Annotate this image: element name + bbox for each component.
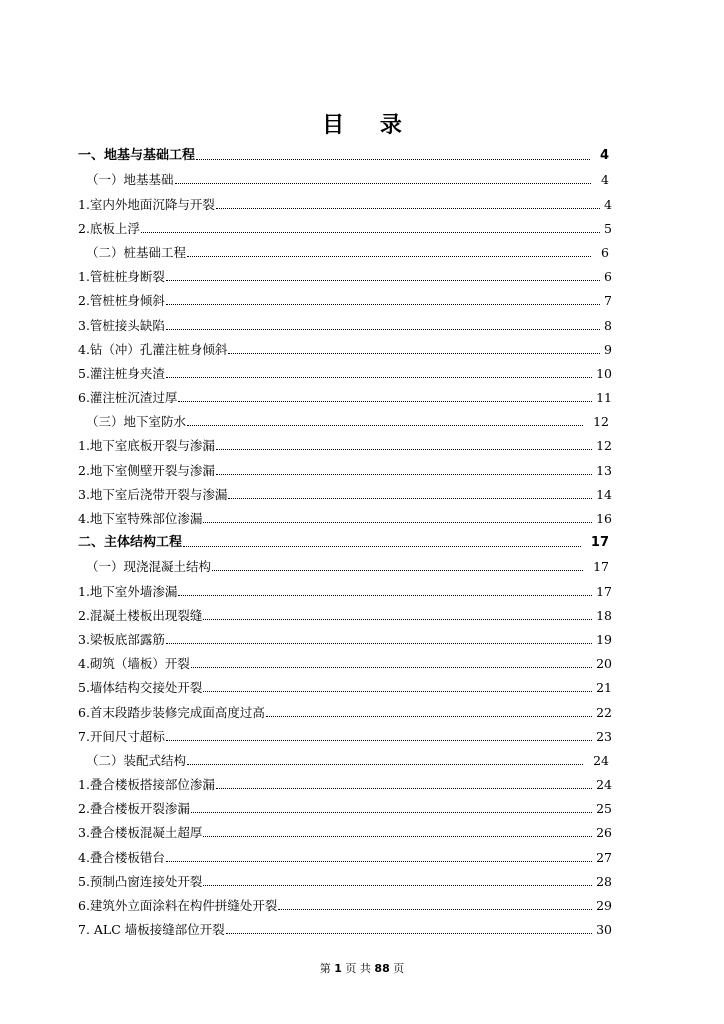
total-page-count: 88 — [374, 962, 390, 975]
toc-entry[interactable] — [78, 575, 612, 599]
dot-leader — [212, 570, 583, 571]
toc-entry[interactable] — [78, 430, 612, 454]
page-footer — [0, 960, 724, 976]
toc-entry-page-number: 10 — [596, 365, 612, 381]
dot-leader — [203, 885, 592, 886]
toc-entry[interactable] — [78, 648, 612, 672]
dot-leader — [203, 836, 592, 837]
toc-entry-label: （二）桩基础工程 — [86, 244, 187, 260]
toc-entry[interactable] — [78, 188, 612, 212]
toc-entry[interactable] — [78, 866, 612, 890]
toc-entry[interactable] — [78, 140, 612, 164]
toc-entry-page-number: 17 — [590, 535, 609, 551]
toc-entry-label: 6.灌注桩沉渣过厚 — [78, 390, 178, 406]
dot-leader — [203, 691, 592, 692]
toc-entry-label: 一、地基与基础工程 — [78, 148, 196, 164]
dot-leader — [183, 546, 581, 547]
toc-entry-label: 2.底板上浮 — [78, 220, 140, 236]
dot-leader — [175, 183, 592, 184]
toc-entry-page-number: 5 — [604, 220, 612, 236]
dot-leader — [187, 425, 583, 426]
footer-suffix: 页 — [389, 962, 405, 975]
toc-entry-page-number: 23 — [596, 728, 612, 744]
dot-leader — [203, 522, 592, 523]
toc-entry-label: 3.梁板底部露筋 — [78, 631, 165, 647]
toc-entry[interactable] — [78, 358, 612, 382]
toc-entry-page-number: 14 — [596, 486, 612, 502]
dot-leader — [196, 159, 590, 160]
footer-middle: 页 共 — [341, 962, 375, 975]
toc-entry[interactable] — [78, 261, 612, 285]
dot-leader — [226, 933, 592, 934]
dot-leader — [166, 740, 592, 741]
dot-leader — [228, 498, 592, 499]
dot-leader — [216, 449, 592, 450]
dot-leader — [166, 643, 592, 644]
toc-entry-page-number: 9 — [604, 341, 612, 357]
dot-leader — [216, 474, 592, 475]
toc-entry-label: 2.地下室侧壁开裂与渗漏 — [78, 462, 215, 478]
toc-entry-page-number: 7 — [604, 293, 612, 309]
toc-entry-label: 5.预制凸窗连接处开裂 — [78, 873, 203, 889]
toc-entry[interactable] — [78, 551, 612, 575]
toc-entry-page-number: 24 — [596, 777, 612, 793]
dot-leader — [187, 256, 591, 257]
dot-leader — [191, 812, 592, 813]
toc-entry[interactable] — [78, 382, 612, 406]
toc-entry-page-number: 29 — [596, 898, 612, 913]
toc-entry-label: 1.室内外地面沉降与开裂 — [78, 196, 215, 212]
current-page-number: 1 — [334, 962, 342, 975]
toc-entry-page-number: 17 — [593, 559, 609, 575]
toc-entry-label: 5.灌注桩身夹渣 — [78, 365, 165, 381]
toc-entry[interactable] — [78, 890, 612, 914]
toc-entry-label: 3.管桩接头缺陷 — [78, 317, 165, 333]
toc-entry-page-number: 25 — [596, 801, 612, 817]
toc-entry-page-number: 24 — [593, 752, 609, 768]
toc-entry-label: （三）地下室防水 — [86, 414, 187, 430]
dot-leader — [266, 716, 592, 717]
toc-entry[interactable] — [78, 479, 612, 503]
toc-entry[interactable] — [78, 745, 612, 769]
dot-leader — [216, 788, 592, 789]
toc-entry-page-number: 8 — [604, 317, 612, 333]
toc-entry-label: （一）现浇混凝土结构 — [86, 559, 212, 575]
toc-entry-label: 2.混凝土楼板出现裂缝 — [78, 607, 203, 623]
toc-entry-label: 7. ALC 墙板接缝部位开裂 — [78, 922, 225, 938]
toc-entry[interactable] — [78, 164, 612, 188]
toc-entry-label: 7.开间尺寸超标 — [78, 728, 165, 744]
toc-entry[interactable] — [78, 237, 612, 261]
toc-entry[interactable] — [78, 285, 612, 309]
dot-leader — [166, 377, 592, 378]
toc-entry-page-number: 16 — [596, 511, 612, 526]
dot-leader — [166, 861, 592, 862]
toc-entry[interactable] — [78, 696, 612, 720]
toc-entry[interactable] — [78, 769, 612, 793]
toc-entry-label: 2.叠合楼板开裂渗漏 — [78, 801, 190, 817]
dot-leader — [166, 280, 600, 281]
toc-entry-page-number: 6 — [601, 244, 609, 260]
toc-entry-label: 二、主体结构工程 — [78, 535, 183, 551]
toc-entry-label: 1.地下室底板开裂与渗漏 — [78, 438, 215, 454]
toc-entry-label: 5.墙体结构交接处开裂 — [78, 680, 203, 696]
table-of-contents — [78, 140, 612, 938]
toc-entry[interactable] — [78, 309, 612, 333]
toc-entry[interactable] — [78, 672, 612, 696]
toc-entry-page-number: 30 — [596, 922, 612, 938]
toc-entry-label: 4.叠合楼板错台 — [78, 849, 165, 865]
toc-entry[interactable] — [78, 817, 612, 841]
toc-entry[interactable] — [78, 406, 612, 430]
dot-leader — [166, 304, 600, 305]
toc-entry-label: 4.地下室特殊部位渗漏 — [78, 511, 203, 526]
toc-entry[interactable] — [78, 841, 612, 865]
toc-entry-page-number: 28 — [596, 873, 612, 889]
toc-entry-page-number: 4 — [604, 196, 612, 212]
toc-entry-label: 4.钻（冲）孔灌注桩身倾斜 — [78, 341, 228, 357]
toc-entry-label: 1.叠合楼板搭接部位渗漏 — [78, 777, 215, 793]
toc-entry-label: 4.砌筑（墙板）开裂 — [78, 656, 190, 672]
toc-entry[interactable] — [78, 454, 612, 478]
toc-entry-page-number: 4 — [599, 148, 609, 164]
dot-leader — [278, 909, 592, 910]
toc-entry[interactable] — [78, 334, 612, 358]
dot-leader — [141, 232, 600, 233]
toc-entry-label: 3.叠合楼板混凝土超厚 — [78, 825, 203, 841]
toc-entry-page-number: 17 — [596, 583, 612, 599]
dot-leader — [216, 208, 600, 209]
toc-entry-page-number: 12 — [593, 414, 609, 430]
toc-entry-page-number: 13 — [596, 462, 612, 478]
footer-prefix: 第 — [319, 962, 335, 975]
toc-entry[interactable] — [78, 600, 612, 624]
toc-entry[interactable] — [78, 624, 612, 648]
dot-leader — [166, 329, 600, 330]
toc-entry-label: 6.建筑外立面涂料在构件拼缝处开裂 — [78, 898, 278, 913]
toc-entry-page-number: 4 — [601, 172, 609, 188]
toc-entry-page-number: 21 — [596, 680, 612, 696]
dot-leader — [178, 401, 592, 402]
dot-leader — [191, 667, 592, 668]
toc-entry-page-number: 26 — [596, 825, 612, 841]
toc-entry[interactable] — [78, 721, 612, 745]
dot-leader — [228, 353, 600, 354]
toc-entry-page-number: 12 — [596, 438, 612, 454]
toc-entry-page-number: 27 — [596, 849, 612, 865]
toc-entry-page-number: 11 — [596, 390, 612, 406]
toc-entry-label: 6.首末段踏步装修完成面高度过高 — [78, 704, 265, 720]
toc-entry-label: 1.管桩桩身断裂 — [78, 269, 165, 285]
toc-entry[interactable] — [78, 527, 612, 551]
toc-entry[interactable] — [78, 914, 612, 938]
dot-leader — [187, 764, 583, 765]
toc-entry-page-number: 18 — [596, 607, 612, 623]
toc-entry[interactable] — [78, 793, 612, 817]
toc-entry-page-number: 22 — [596, 704, 612, 720]
toc-entry-label: 3.地下室后浇带开裂与渗漏 — [78, 486, 228, 502]
dot-leader — [203, 619, 592, 620]
toc-entry-label: （二）装配式结构 — [86, 752, 187, 768]
toc-entry-label: 1.地下室外墙渗漏 — [78, 583, 178, 599]
toc-entry-page-number: 19 — [596, 631, 612, 647]
toc-title: 目 录 — [322, 112, 416, 138]
toc-entry-page-number: 20 — [596, 656, 612, 672]
toc-entry[interactable] — [78, 213, 612, 237]
toc-entry-page-number: 6 — [604, 269, 612, 285]
toc-entry[interactable] — [78, 503, 612, 527]
dot-leader — [178, 595, 592, 596]
toc-entry-label: （一）地基基础 — [86, 172, 174, 188]
toc-entry-label: 2.管桩桩身倾斜 — [78, 293, 165, 309]
